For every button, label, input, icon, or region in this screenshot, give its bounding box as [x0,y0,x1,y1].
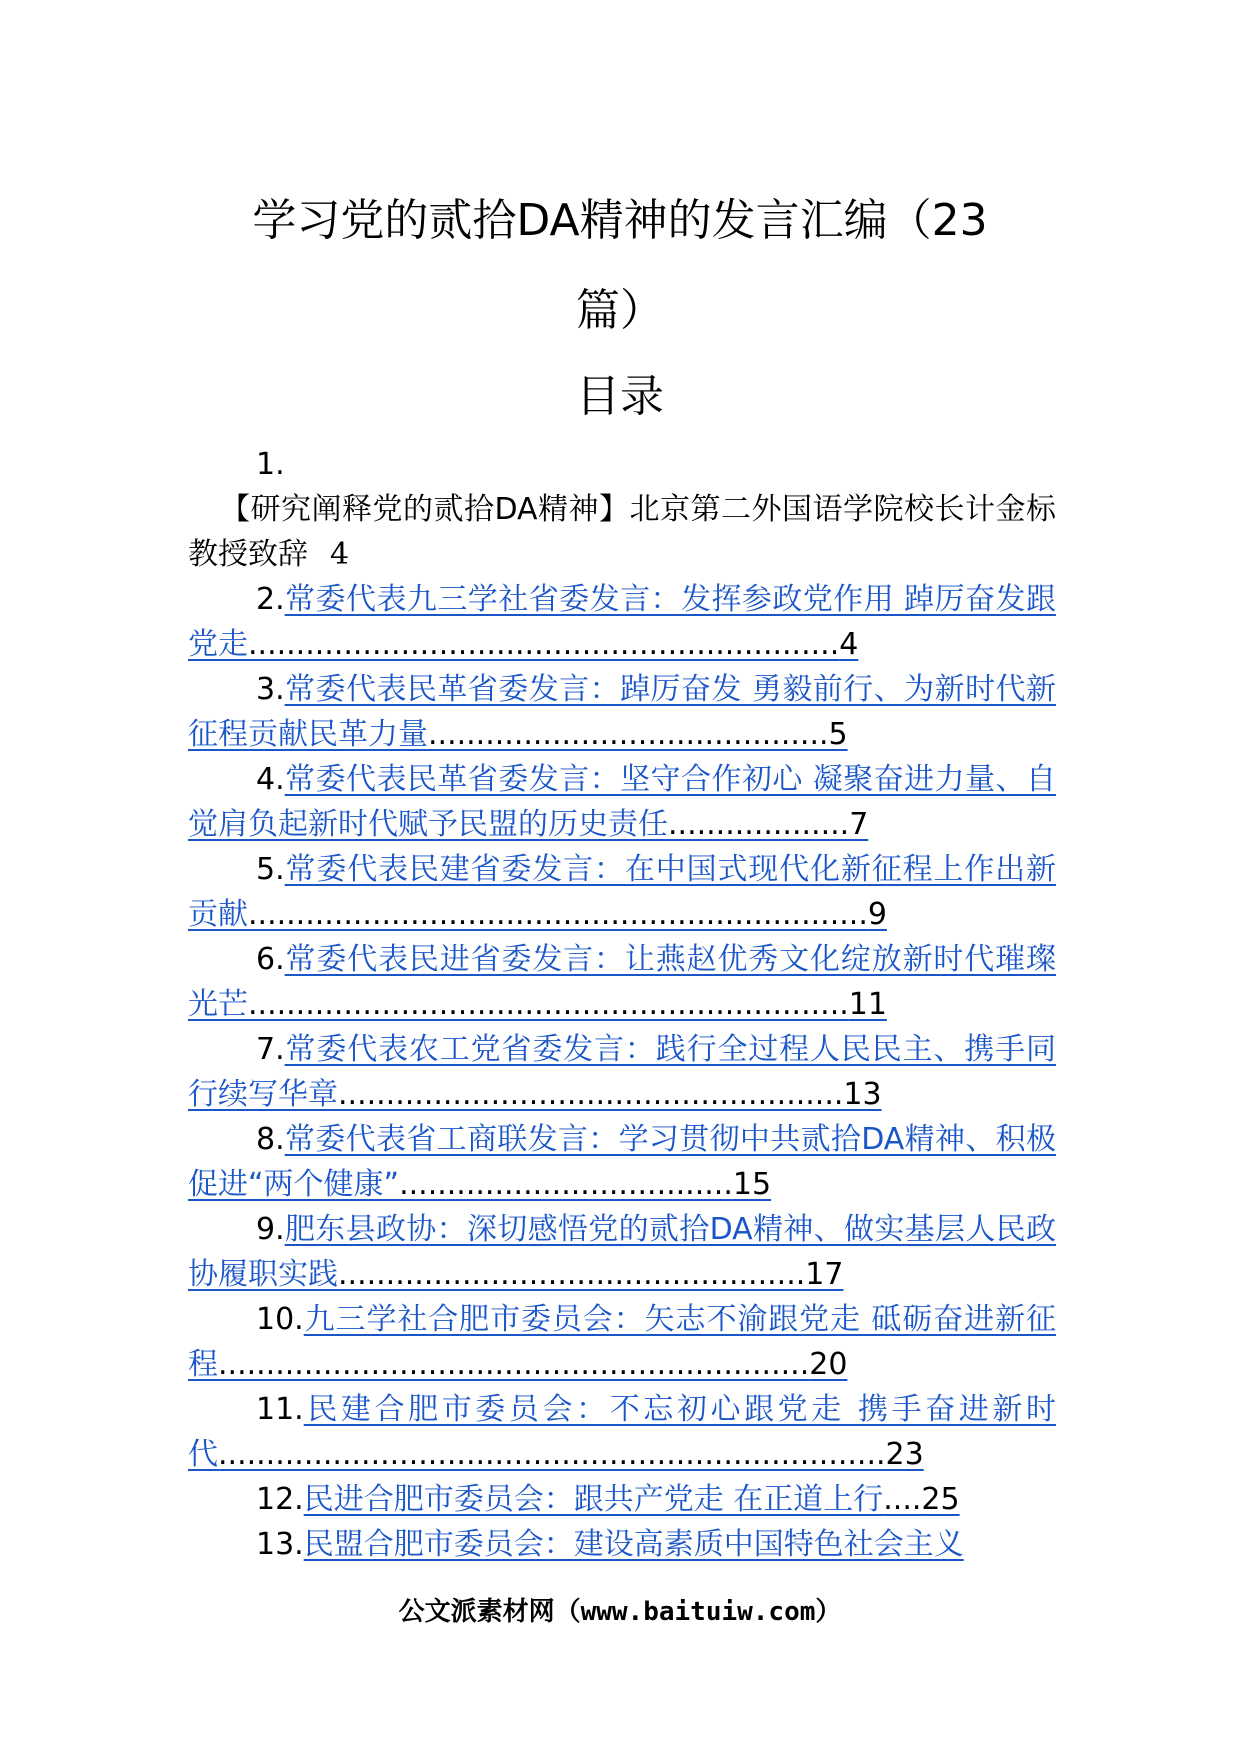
toc-entry-link[interactable]: 常委代表民革省委发言：坚守合作初心 凝聚奋进力量、自觉肩负起新时代赋予民盟的历史责任 [188,762,1056,842]
toc-entry-number: 13. [256,1527,304,1562]
toc-entry-page[interactable]: 20 [809,1347,848,1382]
toc-entry-9[interactable] [188,1207,1056,1297]
toc-leader-dots: .... [883,1482,922,1517]
page-title-text: 学习党的贰拾DA精神的发言汇编（23篇） [252,195,988,336]
toc-entry-page[interactable]: 5 [828,717,848,752]
toc-entry-page[interactable]: 13 [843,1077,882,1112]
toc-entry-page[interactable]: 9 [867,897,887,932]
toc-entry-8[interactable] [188,1117,1056,1207]
toc-entry-page[interactable]: 11 [848,987,887,1022]
toc-leader-dots: .............................................................. [248,627,840,662]
footer-close: ） [815,1597,842,1627]
toc-entry-page[interactable]: 17 [805,1257,844,1292]
toc-entry-title: 【研究阐释党的贰拾DA精神】北京第二外国语学院校长计金标教授致辞 [188,492,1056,572]
toc-entry-1 [188,442,1056,577]
toc-entry-link[interactable]: 常委代表民建省委发言：在中国式现代化新征程上作出新贡献 [188,852,1056,932]
toc-leader-dots: ............................................................... [248,987,849,1022]
toc-entry-5[interactable] [188,847,1056,937]
toc-entry-7[interactable] [188,1027,1056,1117]
toc-entry-number: 12. [256,1482,304,1517]
toc-entry-2[interactable] [188,577,1056,667]
toc-entry-number: 11. [256,1392,304,1427]
toc-leader-dots: ................... [668,807,850,842]
toc-entry-page: 4 [330,537,350,572]
toc-entry-3[interactable] [188,667,1056,757]
toc-entry-page[interactable]: 23 [885,1437,924,1472]
toc-entry-page[interactable]: 4 [839,627,859,662]
toc-leader-dots: ................................................................. [248,897,868,932]
toc-entry-number: 5. [256,852,285,887]
toc-entry-13[interactable] [188,1522,1056,1567]
toc-entry-page[interactable]: 15 [732,1167,772,1202]
toc-entry-link[interactable]: 常委代表民进省委发言：让燕赵优秀文化绽放新时代璀璨光芒 [188,942,1056,1022]
toc-entry-link[interactable]: 常委代表九三学社省委发言：发挥参政党作用 踔厉奋发跟党走 [188,582,1056,662]
toc-entry-link[interactable]: 常委代表农工党省委发言：践行全过程人民民主、携手同行续写华章 [188,1032,1056,1112]
toc-entry-link[interactable]: 常委代表省工商联发言：学习贯彻中共贰拾DA精神、积极促进“两个健康” [188,1122,1056,1202]
toc-entry-link[interactable]: 九三学社合肥市委员会：矢志不渝跟党走 砥砺奋进新征程 [188,1302,1056,1382]
footer-url[interactable]: www.baituiw.com [580,1597,816,1627]
toc-leader-dots: .......................................... [428,717,829,752]
toc-leader-dots: ...................................................................... [218,1437,886,1472]
toc-entry-number: 10. [256,1302,304,1337]
toc-leader-dots: ................................................. [338,1257,806,1292]
table-of-contents [188,442,1056,1567]
toc-leader-dots: ..................................................... [338,1077,844,1112]
toc-leader-dots: ................................... [399,1167,733,1202]
toc-entry-number: 6. [256,942,285,977]
toc-entry-number: 3. [256,672,285,707]
page-title [220,176,1020,356]
toc-entry-11[interactable] [188,1387,1056,1477]
toc-entry-link[interactable]: 民进合肥市委员会：跟共产党走 在正道上行 [303,1482,884,1517]
toc-entry-link[interactable]: 常委代表民革省委发言：踔厉奋发 勇毅前行、为新时代新征程贡献民革力量 [188,672,1056,752]
toc-entry-12[interactable] [188,1477,1056,1522]
toc-entry-link[interactable]: 肥东县政协：深切感悟党的贰拾DA精神、做实基层人民政协履职实践 [188,1212,1056,1292]
toc-entry-page[interactable]: 7 [849,807,869,842]
toc-entry-number: 4. [256,762,285,797]
toc-entry-link[interactable]: 民建合肥市委员会：不忘初心跟党走 携手奋进新时代 [188,1392,1056,1472]
toc-entry-link[interactable]: 民盟合肥市委员会：建设高素质中国特色社会主义 [303,1527,964,1562]
toc-entry-number: 1. [256,447,285,482]
toc-entry-page[interactable]: 25 [921,1482,960,1517]
toc-heading: 目录 [576,371,664,422]
toc-entry-body [188,487,1056,577]
toc-entry-number: 2. [256,582,285,617]
toc-entry-number: 9. [256,1212,285,1247]
footer-site-name: 公文派素材网（ [398,1597,581,1627]
toc-entry-number: 7. [256,1032,285,1067]
toc-entry-6[interactable] [188,937,1056,1027]
toc-leader-dots: .............................................................. [218,1347,810,1382]
page-footer [220,1592,1020,1632]
toc-entry-number: 8. [256,1122,285,1157]
toc-entry-4[interactable] [188,757,1056,847]
toc-entry-10[interactable] [188,1297,1056,1387]
